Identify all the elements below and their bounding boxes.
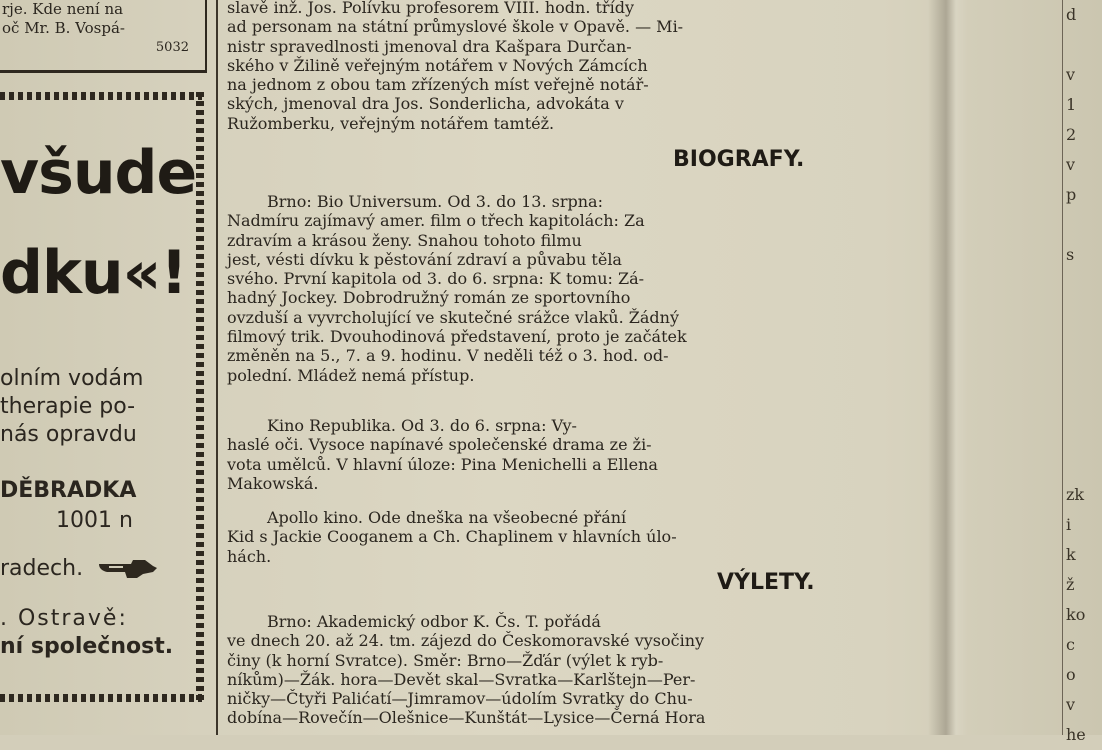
kino-paragraph	[227, 416, 867, 493]
text-fragment	[1066, 450, 1102, 480]
text-line: hadný Jockey. Dobrodružný román ze sportovního	[227, 288, 631, 308]
text-line: filmový trik. Dvouhodinová představení, proto je začátek	[227, 327, 687, 347]
text-fragment	[1066, 210, 1102, 240]
text-line: vota umělců. V hlavní úloze: Pina Menichelli a Ellena	[227, 454, 658, 474]
text-line: haslé oči. Vysoce napínavé společenské drama ze ži-	[227, 435, 652, 455]
text-line: jest, vésti dívku k pěstování zdraví a půvabu těla	[227, 249, 622, 269]
text-line: Apollo kino. Ode dneška na všeobecné přání	[267, 508, 627, 527]
apollo-paragraph	[227, 508, 867, 566]
text-fragment: zk	[1066, 485, 1085, 504]
text-line: slavě inž. Jos. Polívku profesorem VIII. hodn. třídy	[227, 0, 634, 17]
ad-phone-number: 1001 n	[56, 508, 133, 533]
text-line: ských, jmenoval dra Jos. Sonderlicha, advokáta v	[227, 94, 624, 114]
column-rule-left	[216, 0, 218, 735]
text-fragment	[1066, 390, 1102, 420]
text-fragment: p	[1066, 185, 1077, 204]
ad-body-line: therapie po-	[0, 394, 136, 419]
text-line: změněn na 5., 7. a 9. hodinu. V neděli též o 3. hod. od-	[227, 346, 669, 366]
text-line: na jednom z obou tam zřízených míst veřejně notář-	[227, 75, 649, 95]
ad-company-name: DĚBRADKA	[0, 478, 137, 503]
text-line: nistr spravedlnosti jmenoval dra Kašpara Durčan-	[227, 36, 632, 56]
ad-dotted-border-side	[196, 92, 204, 702]
ad-body-line: nás opravdu	[0, 422, 137, 447]
text-line: ovzduší a vyvrcholující ve skutečné srážce vlaků. Žádný	[227, 307, 679, 327]
text-fragment: v	[1066, 65, 1076, 84]
text-fragment	[1066, 300, 1102, 330]
text-fragment: d	[1066, 5, 1077, 24]
text-line: dobína—Rovečín—Olešnice—Kunštát—Lysice—Černá Hora	[227, 708, 706, 728]
ad-headline: všude	[0, 138, 197, 208]
ad-place: radech.	[0, 556, 84, 581]
pointing-hand-icon	[97, 556, 159, 582]
text-line: Kino Republika. Od 3. do 6. srpna: Vy-	[267, 416, 577, 435]
text-line: ve dnech 20. až 24. tm. zájezd do Českomoravské vysočiny	[227, 631, 705, 651]
text-line: Brno: Akademický odbor K. Čs. T. pořádá	[267, 612, 601, 631]
bio-paragraph	[227, 192, 867, 385]
text-line: Kid s Jackie Cooganem a Ch. Chaplinem v hlavních úlo-	[227, 527, 677, 547]
column-rule-right	[1062, 0, 1063, 735]
text-line: hách.	[227, 546, 272, 566]
text-fragment: ko	[1066, 605, 1086, 624]
right-column-fragment	[1066, 0, 1102, 750]
text-fragment	[1066, 420, 1102, 450]
text-fragment: ž	[1066, 575, 1075, 594]
text-line: Makowská.	[227, 473, 319, 493]
text-fragment: v	[1066, 155, 1076, 174]
ad-top-line: rje. Kde není na	[2, 0, 124, 18]
ad-top-code: 5032	[155, 40, 189, 55]
text-line: Brno: Bio Universum. Od 3. do 13. srpna:	[267, 192, 603, 211]
text-line: zdravím a krásou ženy. Snahou tohoto filmu	[227, 230, 582, 250]
ad-dotted-border-bottom	[0, 694, 202, 702]
section-heading-biografy: BIOGRAFY.	[673, 147, 805, 172]
text-fragment: k	[1066, 545, 1076, 564]
text-line: svého. První kapitola od 3. do 6. srpna: K tomu: Zá-	[227, 269, 645, 289]
text-fragment	[1066, 30, 1102, 60]
text-line: ad personam na státní průmyslové škole v Opavě. — Mi-	[227, 17, 684, 37]
text-fragment: s	[1066, 245, 1075, 264]
ad-body-line: olním vodám	[0, 366, 144, 391]
text-line: polední. Mládež nemá přístup.	[227, 365, 475, 385]
page-fold	[928, 0, 968, 735]
ad-company: ní společnost.	[0, 634, 174, 659]
vylety-paragraph	[227, 612, 867, 728]
ad-city: . Ostravě:	[0, 606, 128, 631]
text-fragment: o	[1066, 665, 1076, 684]
text-line: níkům)—Žák. hora—Devět skal—Svratka—Karlštejn—Per-	[227, 669, 696, 689]
text-line: Nadmíru zajímavý amer. film o třech kapitolách: Za	[227, 211, 645, 231]
section-heading-vylety: VÝLETY.	[717, 570, 815, 595]
ad-top-line: oč Mr. B. Vospá-	[2, 19, 125, 37]
text-line: ského v Žilině veřejným notářem v Nových Zámcích	[227, 55, 648, 75]
text-fragment	[1066, 360, 1102, 390]
text-fragment	[1066, 330, 1102, 360]
text-line: činy (k horní Svratce). Směr: Brno—Žďár (výlet k ryb-	[227, 650, 664, 670]
ad-top-box	[0, 0, 207, 73]
text-fragment: c	[1066, 635, 1075, 654]
text-fragment: 1	[1066, 95, 1077, 114]
intro-paragraph	[227, 0, 867, 133]
ad-dotted-border-top	[0, 92, 202, 100]
text-fragment: i	[1066, 515, 1072, 534]
text-fragment	[1066, 270, 1102, 300]
text-fragment: he	[1066, 725, 1086, 744]
text-line: Ružomberku, veřejným notářem tamtéž.	[227, 113, 555, 133]
text-fragment: v	[1066, 695, 1076, 714]
text-line: ničky—Čtyři Palićatí—Jimramov—údolím Svratky do Chu-	[227, 689, 693, 709]
ad-headline: dku«!	[0, 238, 187, 308]
text-fragment: 2	[1066, 125, 1077, 144]
